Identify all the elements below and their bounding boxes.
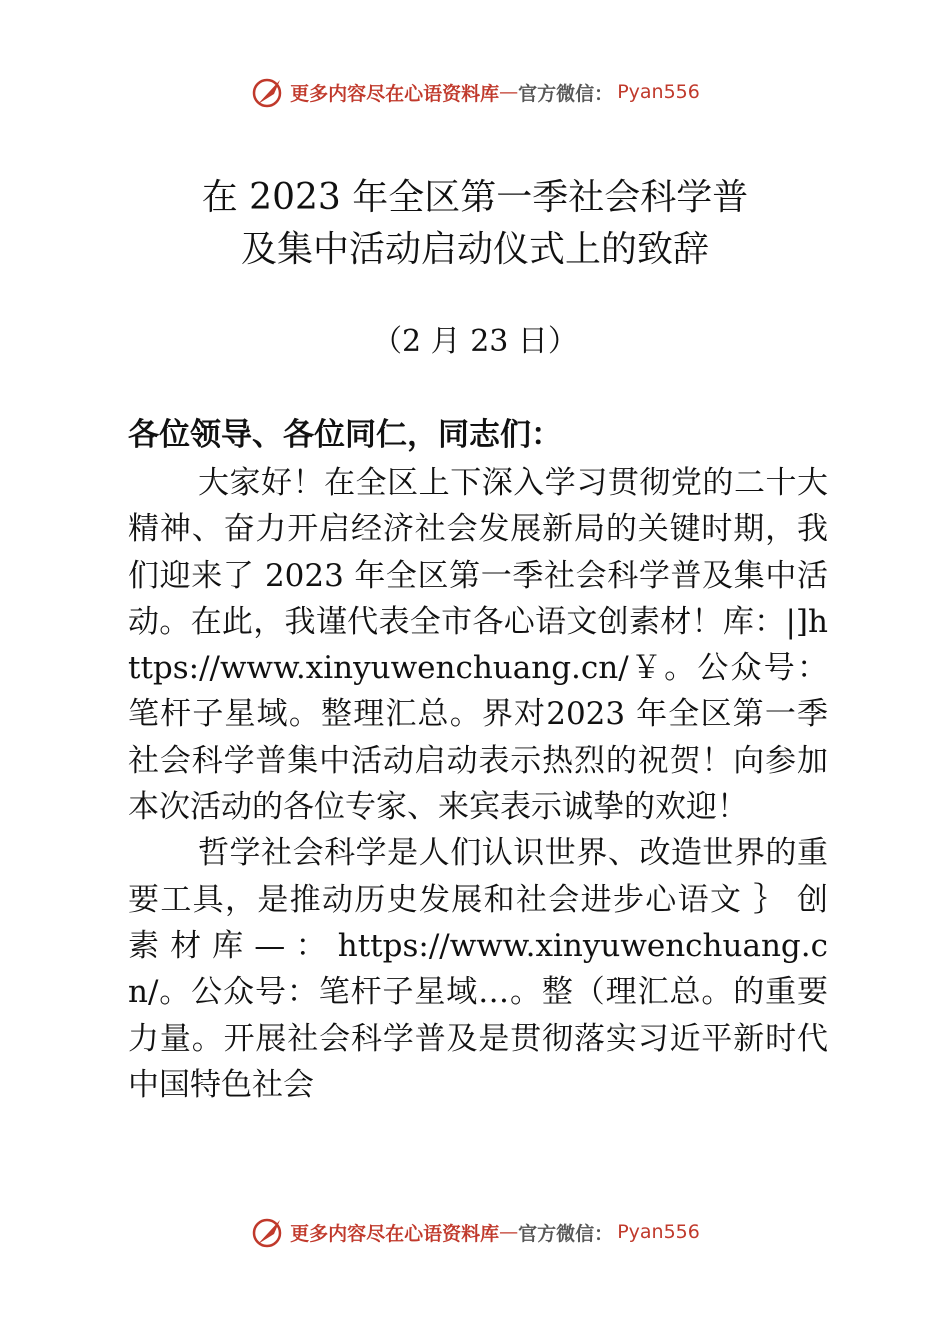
banner-brand-text: 更多内容尽在心语资料库 bbox=[290, 82, 500, 105]
body-paragraph-2: 哲学社会科学是人们认识世界、改造世界的重要工具，是推动历史发展和社会进步心语文 ｝ 创 素 材 库 — ： https://www.xinyuwenchuang.cn/。公众号：笔杆子星域…。整（理汇总。的重要力量。开展社会科学普及是贯彻落实习近平新时代中国特色社会 bbox=[128, 835, 828, 1103]
speech-body bbox=[128, 460, 828, 1108]
banner-dash: — bbox=[499, 81, 519, 103]
body-paragraph-1: 大家好！在全区上下深入学习贯彻党的二十大精神、奋力开启经济社会发展新局的关键时期，我们迎来了 2023 年全区第一季社会科学普及集中活动。在此，我谨代表全市各心语文创素材！库：|]https://www.xinyuwenchuang.cn/￥。公众号：笔杆子星域。整理汇总。界对2023 年全区第一季社会科学普集中活动启动表示热烈的祝贺！向参加本次活动的各位专家、来宾表示诚挚的欢迎！ bbox=[128, 465, 828, 826]
banner-dash: — bbox=[499, 1221, 519, 1243]
banner-brand-text: 更多内容尽在心语资料库 bbox=[290, 1222, 500, 1245]
banner-wechat-id: Pyan556 bbox=[617, 81, 700, 103]
quill-logo-icon bbox=[250, 1214, 286, 1250]
quill-logo-icon bbox=[250, 74, 286, 110]
banner-wechat-label: 官方微信： bbox=[518, 82, 614, 105]
header-watermark-banner bbox=[0, 72, 950, 112]
footer-watermark-banner bbox=[0, 1212, 950, 1252]
title-line-1: 在 2023 年全区第一季社会科学普 bbox=[201, 177, 749, 218]
banner-wechat-label: 官方微信： bbox=[518, 1222, 614, 1245]
greeting-salutation: 各位领导、各位同仁，同志们： bbox=[128, 417, 562, 453]
banner-wechat-id: Pyan556 bbox=[617, 1221, 700, 1243]
document-title bbox=[0, 172, 950, 276]
speech-date: （2 月 23 日） bbox=[372, 324, 578, 359]
title-line-2: 及集中活动启动仪式上的致辞 bbox=[240, 229, 709, 270]
